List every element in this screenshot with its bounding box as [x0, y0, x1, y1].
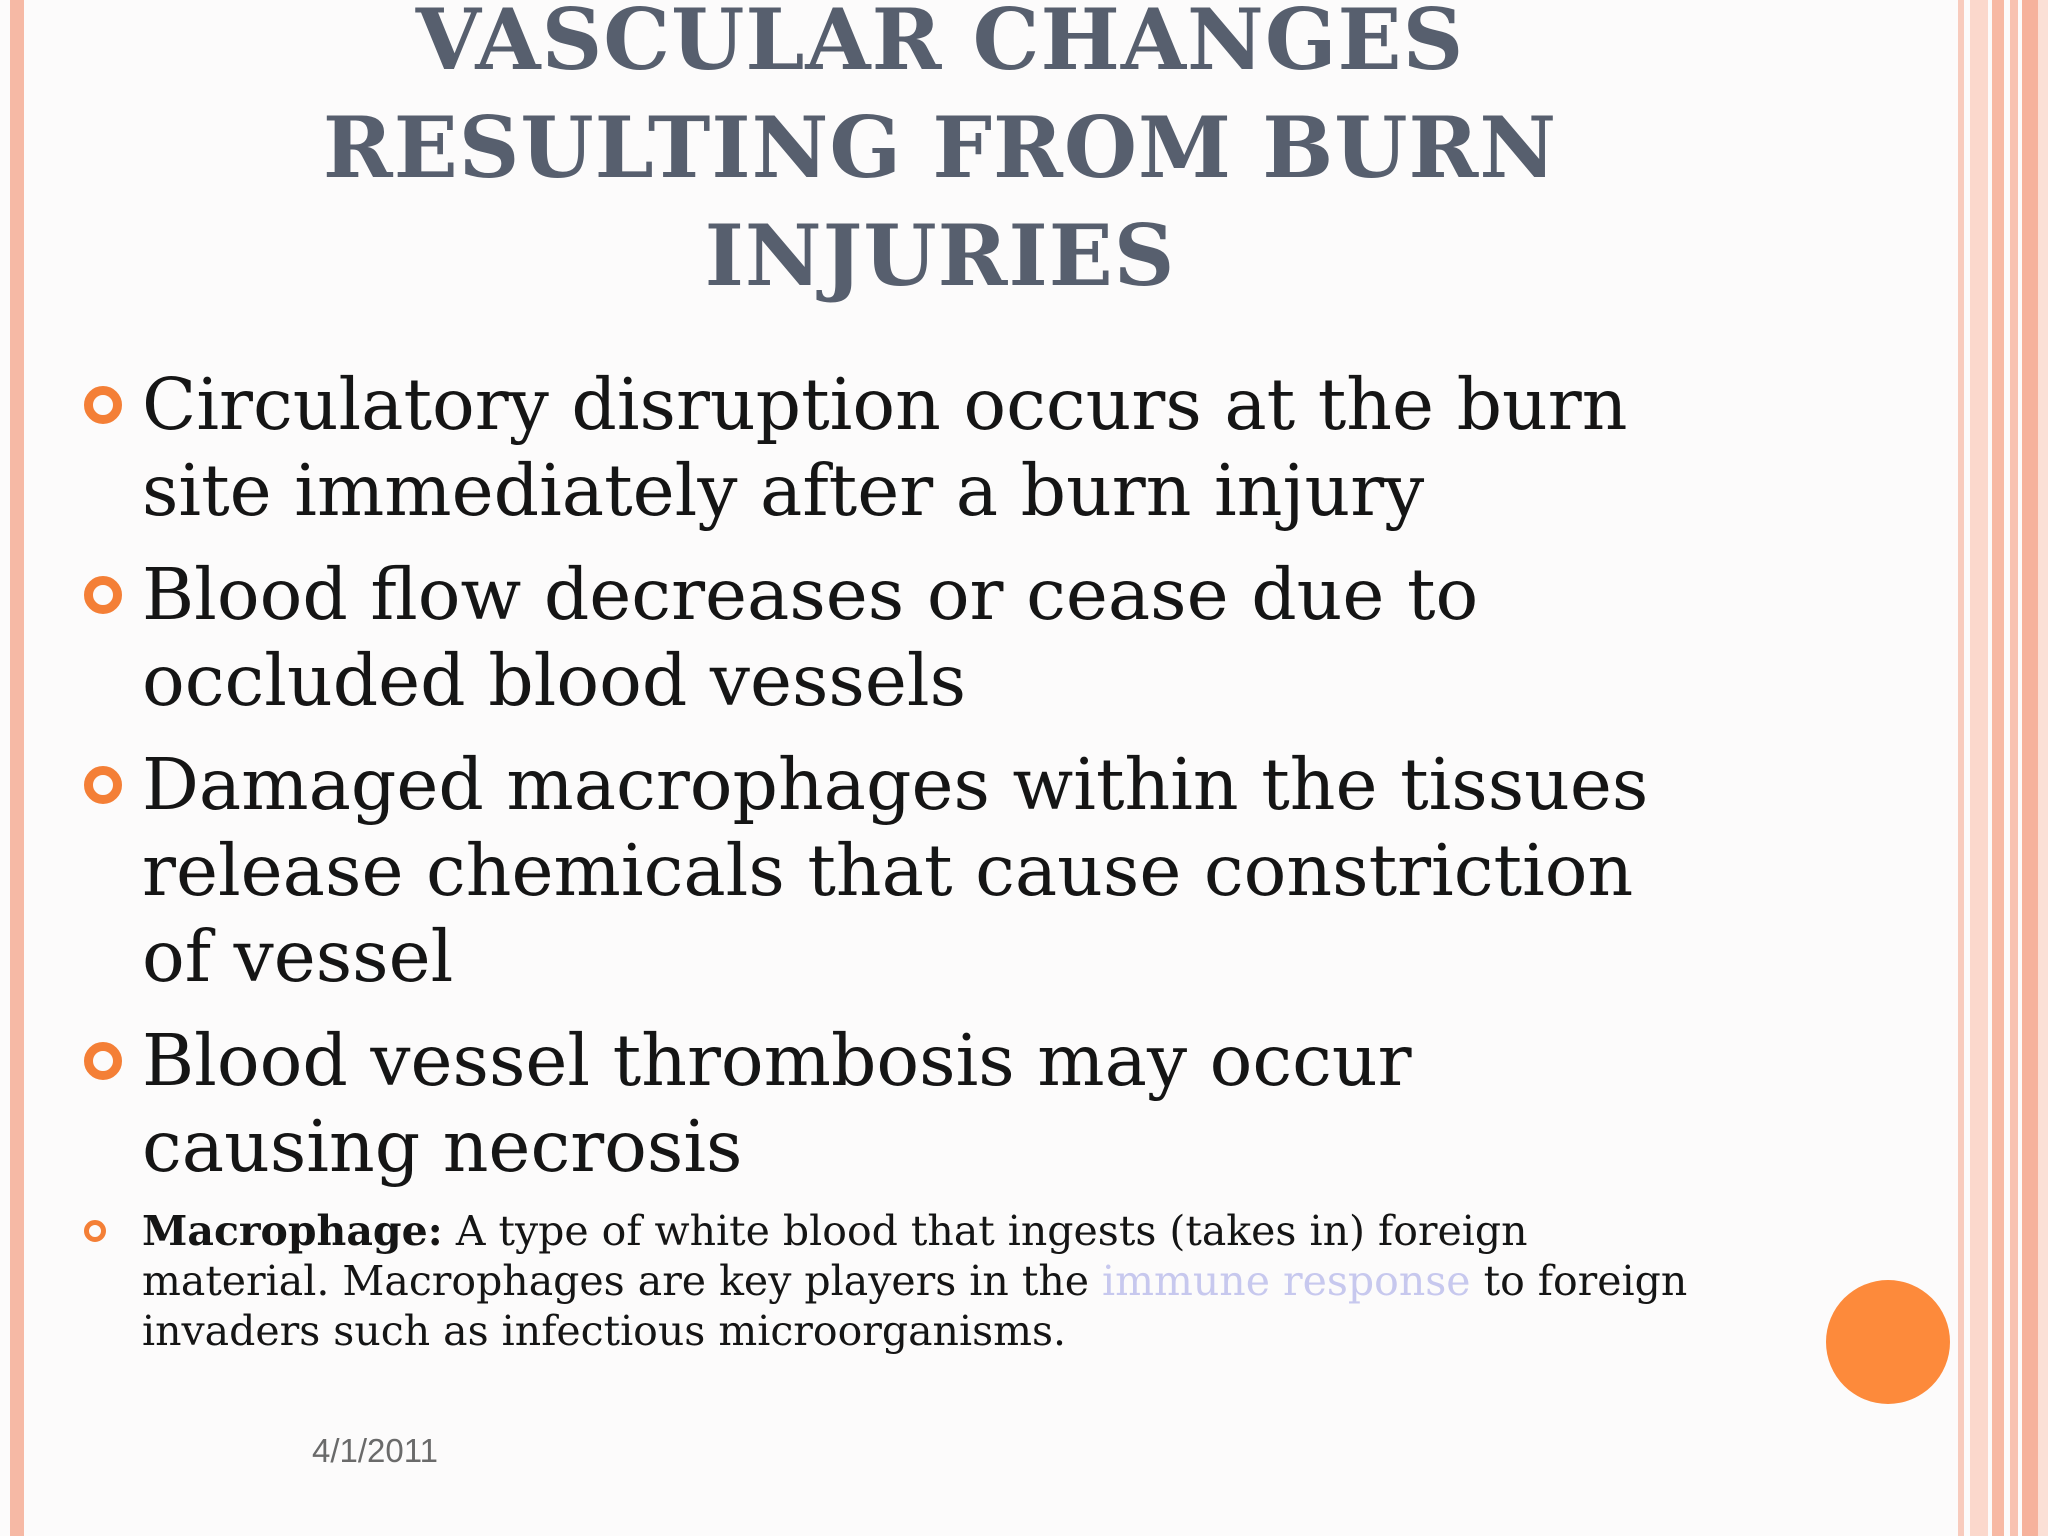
bullet-text-line: Blood vessel thrombosis may occur: [142, 1019, 1412, 1102]
decorative-orange-circle: [1826, 1280, 1950, 1404]
circle-bullet-icon: [84, 766, 122, 804]
note-line-2: [142, 1256, 1720, 1306]
right-border-stripe: [1970, 0, 1988, 1536]
note-text: material. Macrophages are key players in the: [142, 1257, 1103, 1305]
macrophage-definition-note: [80, 1206, 1720, 1356]
bullet-text-line: site immediately after a burn injury: [142, 449, 1425, 532]
small-circle-bullet-icon: [84, 1220, 106, 1242]
bullet-item: [80, 1018, 1720, 1190]
bullet-text-line: of vessel: [142, 915, 454, 998]
right-border-stripe: [2038, 0, 2048, 1536]
title-line-1: VASCULAR CHANGES: [415, 0, 1465, 89]
circle-bullet-icon: [84, 386, 122, 424]
left-border-stripe: [10, 0, 24, 1536]
right-border-stripe: [1958, 0, 1964, 1536]
circle-bullet-icon: [84, 1042, 122, 1080]
bullet-text-line: release chemicals that cause constriction: [142, 829, 1634, 912]
bullet-text-line: occluded blood vessels: [142, 639, 967, 722]
right-border-stripe: [2022, 0, 2038, 1536]
bullet-text-line: Blood flow decreases or cease due to: [142, 553, 1479, 636]
bullet-item: [80, 552, 1720, 724]
circle-bullet-icon: [84, 576, 122, 614]
title-line-2: RESULTING FROM BURN: [322, 98, 1558, 197]
note-text: A type of white blood that ingests (takes in) foreign: [442, 1207, 1528, 1255]
bullet-list: [80, 362, 1720, 1208]
note-term: Macrophage:: [142, 1207, 443, 1255]
slide-title: [200, 0, 1680, 310]
note-text: to foreign: [1470, 1257, 1688, 1305]
right-border-stripe: [2010, 0, 2018, 1536]
right-border-stripe: [1992, 0, 2004, 1536]
immune-response-link[interactable]: immune response: [1102, 1257, 1471, 1305]
bullet-item: [80, 362, 1720, 534]
note-line-1: [142, 1206, 1720, 1256]
note-line-3: invaders such as infectious microorganisms.: [142, 1307, 1067, 1355]
bullet-text-line: causing necrosis: [142, 1105, 743, 1188]
slide-date: 4/1/2011: [312, 1432, 439, 1469]
title-line-3: INJURIES: [704, 206, 1176, 305]
bullet-text-line: Damaged macrophages within the tissues: [142, 743, 1649, 826]
bullet-text-line: Circulatory disruption occurs at the burn: [142, 363, 1628, 446]
bullet-item: [80, 742, 1720, 1000]
